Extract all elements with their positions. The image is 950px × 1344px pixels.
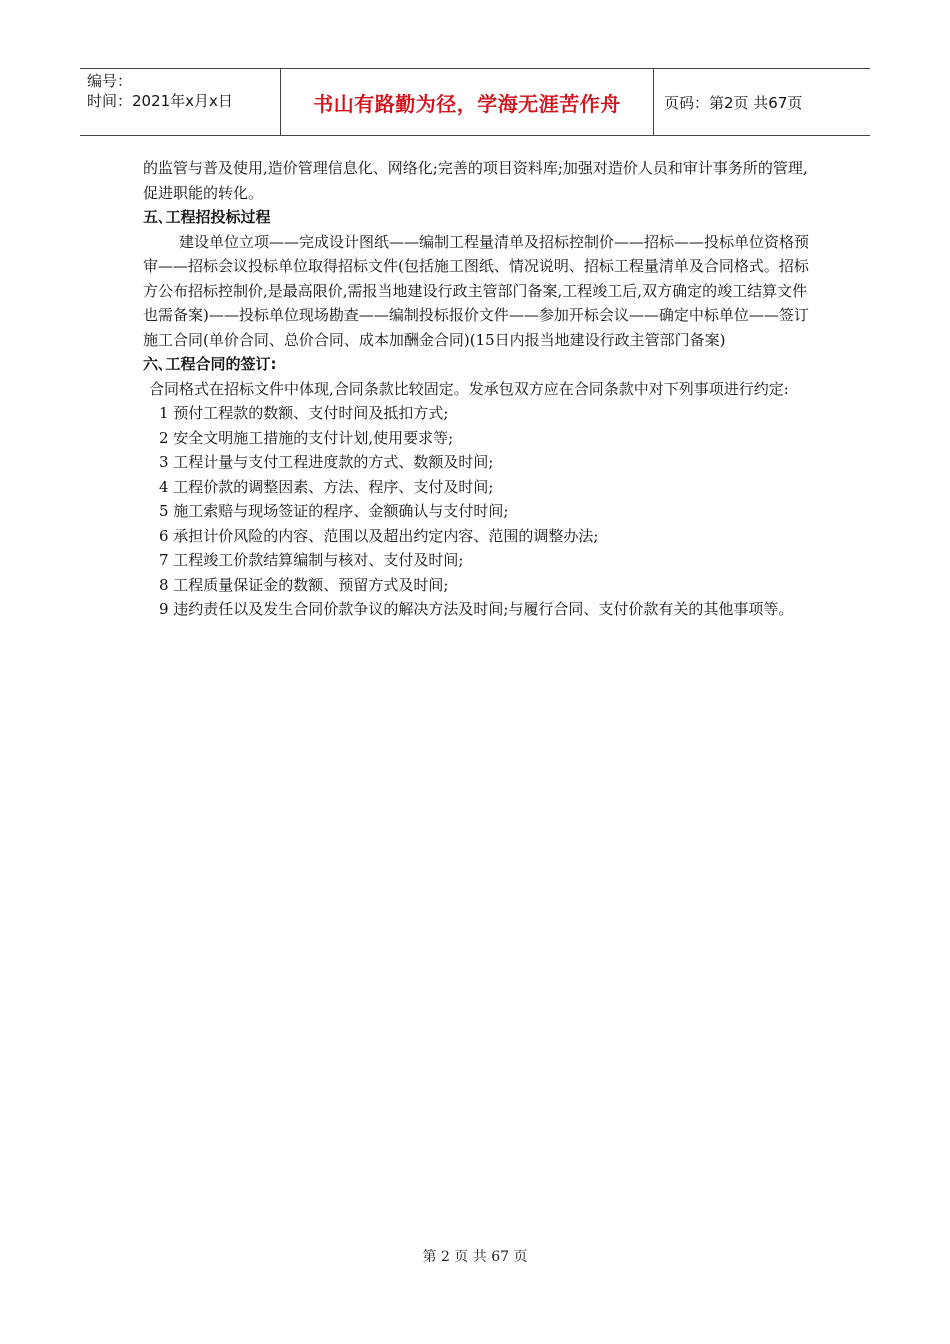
section-6-heading: 六､工程合同的签订:	[143, 355, 277, 373]
list-item: 8 工程质量保证金的数额、预留方式及时间;	[159, 575, 449, 594]
section-5-heading: 五､工程招投标过程	[143, 208, 271, 226]
list-item: 2 安全文明施工措施的支付计划,使用要求等;	[159, 428, 454, 447]
document-number-label: 编号：	[87, 72, 133, 90]
page-header	[80, 68, 870, 136]
header-motto: 书山有路勤为径，学海无涯苦作舟	[281, 69, 654, 135]
list-item: 1 预付工程款的数额、支付时间及抵扣方式;	[159, 404, 449, 422]
header-meta	[80, 69, 281, 135]
header-page-number: 页码：第2页 共67页	[664, 93, 803, 112]
list-item: 9 违约责任以及发生合同价款争议的解决方法及时间;与履行合同、支付价款有关的其他事项等。	[159, 600, 794, 618]
list-item: 5 施工索赔与现场签证的程序、金额确认与支付时间;	[159, 502, 509, 520]
list-item: 6 承担计价风险的内容、范围以及超出约定内容、范围的调整办法;	[159, 526, 599, 545]
document-date-label: 时间：2021年x月x日	[87, 92, 233, 110]
section-6-paragraph: 合同格式在招标文件中体现,合同条款比较固定。发承包双方应在合同条款中对下列事项进行约定:	[149, 379, 789, 398]
list-item: 4 工程价款的调整因素、方法、程序、支付及时间;	[159, 477, 494, 496]
list-item: 7 工程竣工价款结算编制与核对、支付及时间;	[159, 551, 464, 569]
document-body	[143, 156, 813, 622]
page-footer: 第 2 页 共 67 页	[422, 1249, 528, 1265]
intro-paragraph: 的监管与普及使用,造价管理信息化、网络化;完善的项目资料库;加强对造价人员和审计事务所的管理,促进职能的转化。	[143, 159, 808, 202]
section-5-paragraph: 建设单位立项——完成设计图纸——编制工程量清单及招标控制价——招标——投标单位资格预审——招标会议投标单位取得招标文件(包括施工图纸、情况说明、招标工程量清单及合同格式。招标方公布招标控制价,是最高限价,需报当地建设行政主管部门备案,工程竣工后,双方确定的竣工结算文件也需备案)——投标单位现场勘查——编制投标报价文件——参加开标会议——确定中标单位——签订施工合同(单价合同、总价合同、成本加酬金合同)(15日内报当地建设行政主管部门备案)	[143, 232, 810, 349]
list-item: 3 工程计量与支付工程进度款的方式、数额及时间;	[159, 453, 494, 471]
